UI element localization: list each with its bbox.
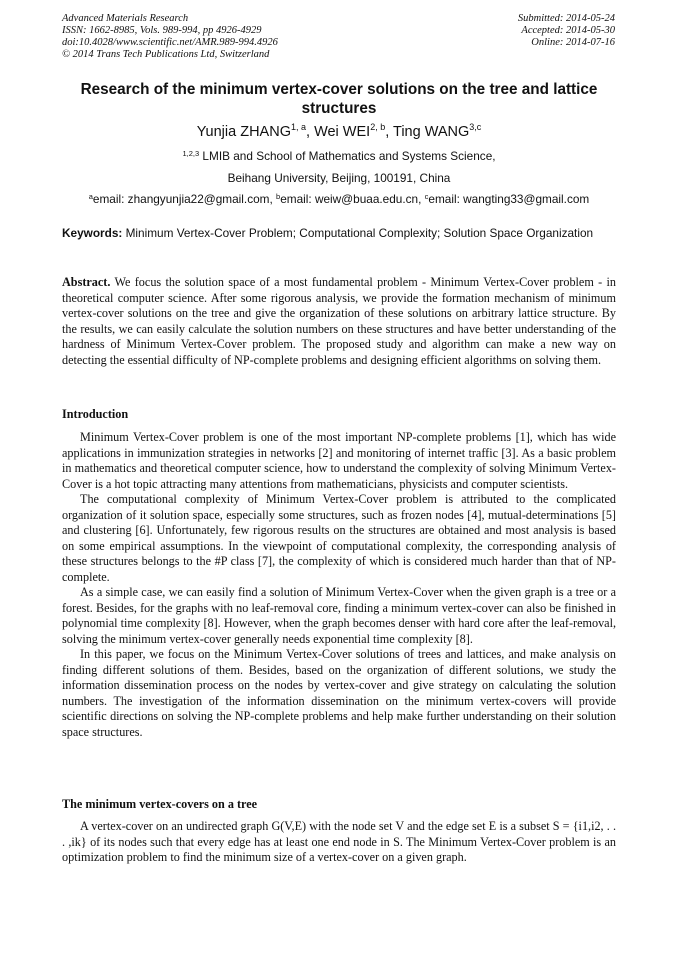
email-marker: c <box>424 192 429 201</box>
copyright-line: © 2014 Trans Tech Publications Ltd, Switzerland <box>62 49 270 60</box>
keywords-label: Keywords: <box>62 226 123 240</box>
keywords-text: Minimum Vertex-Cover Problem; Computational Complexity; Solution Space Organization <box>122 226 594 240</box>
section-heading-tree: The minimum vertex-covers on a tree <box>62 797 258 811</box>
author-name: Yunjia ZHANG <box>196 124 291 140</box>
email-marker: a <box>88 192 93 201</box>
tree-section-body <box>62 819 616 866</box>
abstract-block <box>62 275 616 368</box>
affiliation-text: LMIB and School of Mathematics and Systems Science, <box>199 149 496 163</box>
doi-line: doi:10.4028/www.scientific.net/AMR.989-994.4926 <box>62 37 278 48</box>
affiliation-line-1 <box>62 149 616 163</box>
paper-title: Research of the minimum vertex-cover solutions on the tree and lattice structures <box>80 81 598 117</box>
journal-info <box>62 13 278 61</box>
author-name: Wei WEI <box>314 124 371 140</box>
paragraph: Minimum Vertex-Cover problem is one of the most important NP-complete problems [1], which has wide applications in immunization strategies in networks [2] and monitoring of internet traffic [3]. As a basic problem in mathematics and theoretical computer science, how to understand the complexity of solving Minimum Vertex-Cover is a hot topic attracting many attentions from mathematicians, physicists and computer scientists. <box>62 430 616 491</box>
paragraph: The computational complexity of Minimum Vertex-Cover problem is attributed to the complicated organization of it solution space, especially some structures, such as frozen nodes [4], mutual-determinations [5] and clustering [6]. Unfortunately, few rigorous results on the structures are obtained and most analysis is based on some empirical assumptions. In the viewpoint of computational complexity, the corresponding analysis of these structures belongs to the #P class [7], the complexity of which is considered much harder than that of NP-complete. <box>62 492 616 584</box>
author-separator: , <box>306 124 315 140</box>
accepted-date: Accepted: 2014-05-30 <box>521 25 615 36</box>
introduction-body <box>62 430 616 740</box>
author-affiliation-marker: 1, a <box>290 122 306 132</box>
submission-dates <box>518 13 615 49</box>
issn-line: ISSN: 1662-8985, Vols. 989-994, pp 4926-4929 <box>62 25 262 36</box>
paragraph: In this paper, we focus on the Minimum Vertex-Cover solutions of trees and lattices, and make analysis on finding different solutions of them. Besides, based on the organization of different solutions, we study the information dissemination process on the nodes by vertex-cover and give strategy on calculating the solution numbers. The investigation of the information dissemination on the minimum vertex-covers will provide scientific directions on solving the NP-complete problems and help make further understanding on their solution space structures. <box>62 647 616 739</box>
email-text: email: zhangyunjia22@gmail.com, <box>92 192 277 206</box>
paragraph: A vertex-cover on an undirected graph G(V,E) with the node set V and the edge set E is a subset S = {i1,i2, . . . ,ik} of its nodes such that every edge has at least one end node in S. The Minimum Vertex-Cover problem is an optimization problem to find the minimum size of a vertex-cover on a given graph. <box>62 819 616 864</box>
journal-name: Advanced Materials Research <box>62 13 189 24</box>
email-text: email: weiw@buaa.edu.cn, <box>280 192 425 206</box>
keywords-block <box>62 226 616 242</box>
section-heading-introduction: Introduction <box>62 407 129 421</box>
author-affiliation-marker: 2, b <box>370 122 386 132</box>
email-marker: b <box>276 192 281 201</box>
abstract-label: Abstract. <box>62 275 111 289</box>
email-text: email: wangting33@gmail.com <box>428 192 590 206</box>
online-date: Online: 2014-07-16 <box>531 37 615 48</box>
author-list <box>62 123 616 141</box>
author-name: Ting WANG <box>393 124 470 140</box>
affiliation-line-2: Beihang University, Beijing, 100191, China <box>227 171 451 185</box>
author-emails <box>62 192 616 206</box>
author-affiliation-marker: 3,c <box>469 122 482 132</box>
paragraph: As a simple case, we can easily find a solution of Minimum Vertex-Cover when the given graph is a tree or a forest. Besides, for the graphs with no leaf-removal core, finding a minimum vertex-cover can also be finished in polynomial time complexity [8]. However, when the graph becomes denser with hard core after the leaf-removal, solving the minimum vertex-cover generally needs exponential time complexity [8]. <box>62 585 616 646</box>
submitted-date: Submitted: 2014-05-24 <box>517 13 615 24</box>
affiliation-marker: 1,2,3 <box>182 149 200 158</box>
abstract-text: We focus the solution space of a most fundamental problem - Minimum Vertex-Cover problem - in theoretical computer science. After some rigorous analysis, we provide the formation mechanism of minimum vertex-cover solutions on the tree and give the organization of these solutions on arbitrary lattice structure. By the results, we can easily calculate the solution numbers on these structures and have better understanding of the hardness of Minimum Vertex-Cover problem. The proposed study and algorithm can make a new way on detecting the essential difficulty of NP-complete problems and designing efficient algorithms on solving them. <box>62 275 616 367</box>
author-separator: , <box>385 124 393 140</box>
